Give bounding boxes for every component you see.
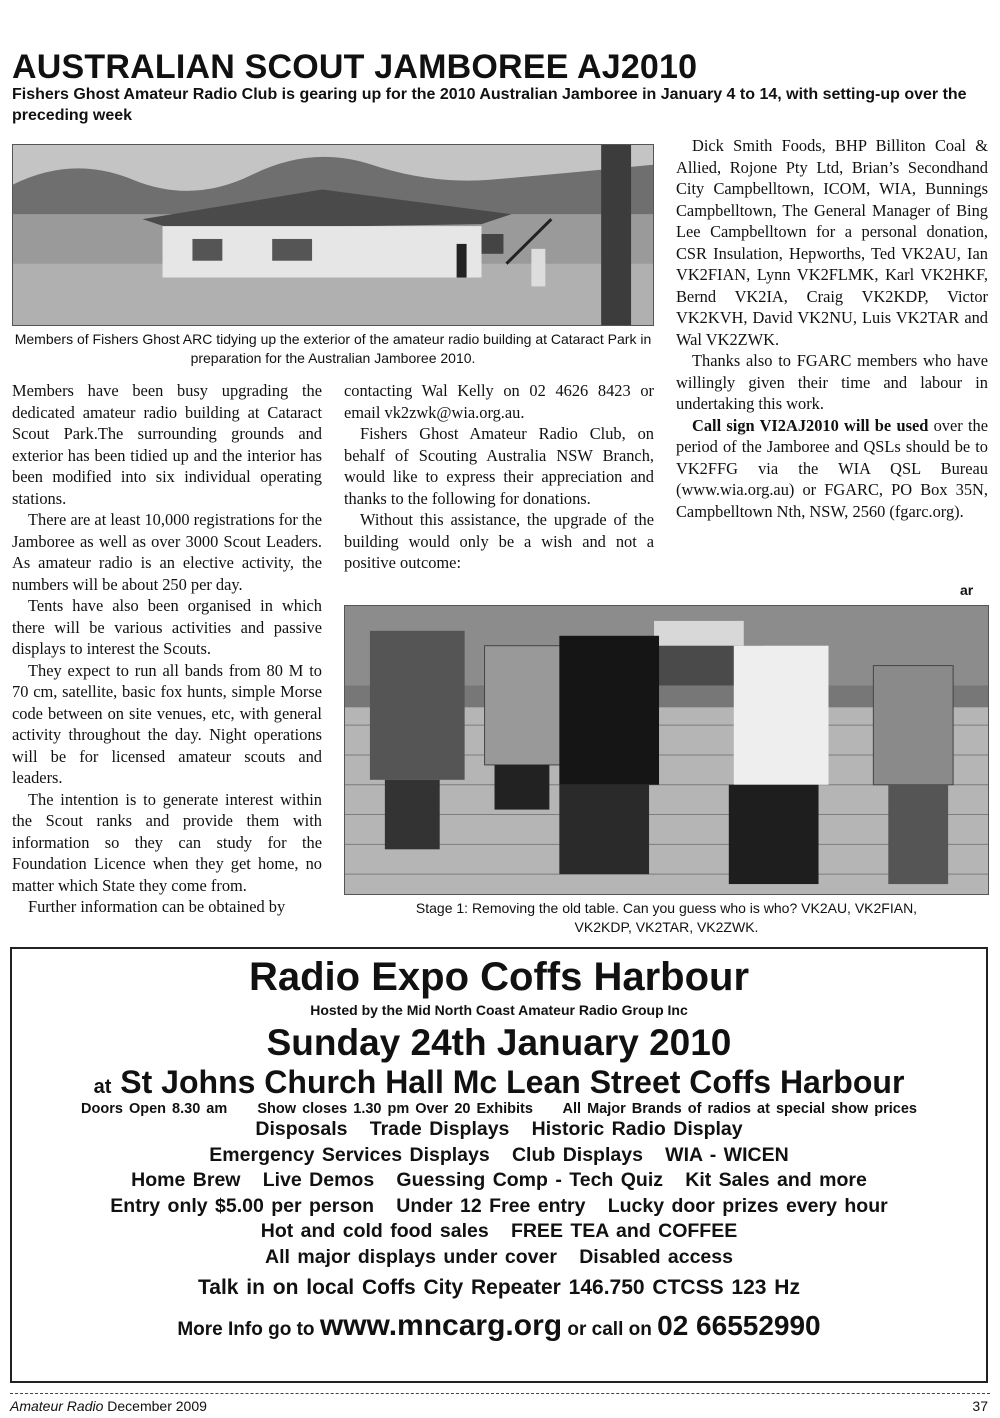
footer-page-number: 37 — [972, 1398, 988, 1414]
article-column-2 — [344, 380, 654, 574]
author-signoff: ar — [960, 582, 974, 598]
expo-call-on: or call on — [567, 1318, 652, 1340]
col1-paragraph: Members have been busy upgrading the dedicated amateur radio building at Cataract Scout Park.The surrounding grounds and exterior has been tidied up and the interior has been modified into six individual operating stations. — [12, 381, 322, 508]
col3-paragraph: Dick Smith Foods, BHP Billiton Coal & Allied, Rojone Pty Ltd, Brian’s Secondhand City Campbelltown, ICOM, WIA, Bunnings Campbelltown, The General Manager of Bing Lee Campbelltown for a personal donation, CSR Insulation, Hepworths, Ted VK2AU, Ian VK2FIAN, Lynn VK2FLMK, Karl VK2HKF, Bernd VK2IA, Craig VK2KDP, Victor VK2KVH, David VK2NU, Luis VK2TAR and Wal VK2ZWK. — [676, 136, 988, 349]
photo2-caption-line1: Stage 1: Removing the old table. Can you guess who is who? VK2AU, VK2FIAN, — [415, 900, 918, 916]
radio-expo-advert — [10, 947, 988, 1383]
col1-paragraph: Tents have also been organised in which there will be various activities and passive displays to interest the Scouts. — [12, 596, 322, 658]
expo-more-info: More Info go to — [177, 1318, 315, 1340]
expo-at: at — [93, 1076, 112, 1098]
expo-feature-line: Emergency Services Displays Club Displays WIA - WICEN — [209, 1143, 789, 1166]
expo-feature-line: All major displays under cover Disabled access — [265, 1245, 733, 1268]
col2-paragraph: contacting Wal Kelly on 02 4626 8423 or email vk2zwk@wia.org.au. — [344, 381, 654, 422]
footer-publication-name: Amateur Radio — [10, 1398, 104, 1414]
callsign-announcement: Call sign VI2AJ2010 will be used — [692, 415, 929, 435]
expo-repeater: Talk in on local Coffs City Repeater 146.750 CTCSS 123 Hz — [198, 1275, 800, 1299]
article-column-3 — [676, 135, 988, 522]
expo-venue — [12, 1064, 986, 1101]
expo-url-link[interactable]: www.mncarg.org — [319, 1308, 563, 1342]
photo-removing-table — [344, 605, 989, 895]
expo-feature-line: Hot and cold food sales FREE TEA and COFFEE — [260, 1220, 738, 1243]
photo2-caption-line2: VK2KDP, VK2TAR, VK2ZWK. — [574, 919, 759, 935]
photo1-caption: Members of Fishers Ghost ARC tidying up the exterior of the amateur radio building at Cataract Park in preparation for the Australian Jamboree 2010. — [14, 331, 652, 366]
col2-paragraph: Fishers Ghost Amateur Radio Club, on behalf of Scouting Australia NSW Branch, would like to express their appreciation and thanks to the following for donations. — [344, 424, 654, 508]
col2-paragraph: Without this assistance, the upgrade of the building would only be a wish and not a positive outcome: — [344, 510, 654, 572]
col1-paragraph: The intention is to generate interest within the Scout ranks and provide them with information so they can study for the Foundation Licence when they get home, no matter which State they come from. — [12, 789, 322, 895]
article-column-1 — [12, 380, 322, 918]
col1-paragraph: There are at least 10,000 registrations for the Jamboree as well as over 3000 Scout Leaders. As amateur radio is an elective activity, the numbers will be about 250 per day. — [12, 510, 323, 594]
article-subtitle: Fishers Ghost Amateur Radio Club is gearing up for the 2010 Australian Jamboree in January 4 to 14, with setting-up over the preceding week — [12, 86, 967, 124]
expo-contact — [12, 1309, 986, 1343]
col1-paragraph: Further information can be obtained by — [28, 897, 286, 916]
photo2-caption — [344, 899, 989, 937]
footer-publication — [10, 1398, 207, 1414]
expo-hours: Doors Open 8.30 am Show closes 1.30 pm Over 20 Exhibits All Major Brands of radios at special show prices — [81, 1101, 917, 1117]
expo-feature-line: Disposals Trade Displays Historic Radio Display — [255, 1118, 743, 1140]
expo-feature-line: Home Brew Live Demos Guessing Comp - Tech Quiz Kit Sales and more — [131, 1169, 867, 1192]
expo-date: Sunday 24th January 2010 — [266, 1022, 732, 1063]
col3-paragraph: Thanks also to FGARC members who have willingly given their time and labour in undertaking this work. — [676, 351, 988, 413]
qsl-info: over the period of the Jamboree and QSLs should be to VK2FFG via the WIA QSL Bureau (www.wia.org.au) or FGARC, PO Box 35N, Campbelltown Nth, NSW, 2560 (fgarc.org). — [676, 415, 988, 521]
article-title: AUSTRALIAN SCOUT JAMBOREE AJ2010 — [12, 48, 698, 86]
expo-host: Hosted by the Mid North Coast Amateur Radio Group Inc — [310, 1002, 688, 1018]
footer-divider — [10, 1393, 990, 1394]
expo-title: Radio Expo Coffs Harbour — [248, 955, 750, 999]
footer-issue: December 2009 — [107, 1398, 207, 1414]
expo-venue-name: St Johns Church Hall Mc Lean Street Coffs Harbour — [120, 1064, 905, 1100]
col1-paragraph: They expect to run all bands from 80 M to 70 cm, satellite, basic fox hunts, simple Morse code between on site venues, etc, with general activity throughout the day. Night operations will be for licensed amateur scouts and leaders. — [12, 660, 322, 787]
col3-paragraph — [676, 415, 988, 523]
expo-feature-line: Entry only $5.00 per person Under 12 Free entry Lucky door prizes every hour — [110, 1194, 888, 1217]
photo-building-exterior — [12, 144, 654, 326]
expo-phone: 02 66552990 — [657, 1309, 821, 1341]
